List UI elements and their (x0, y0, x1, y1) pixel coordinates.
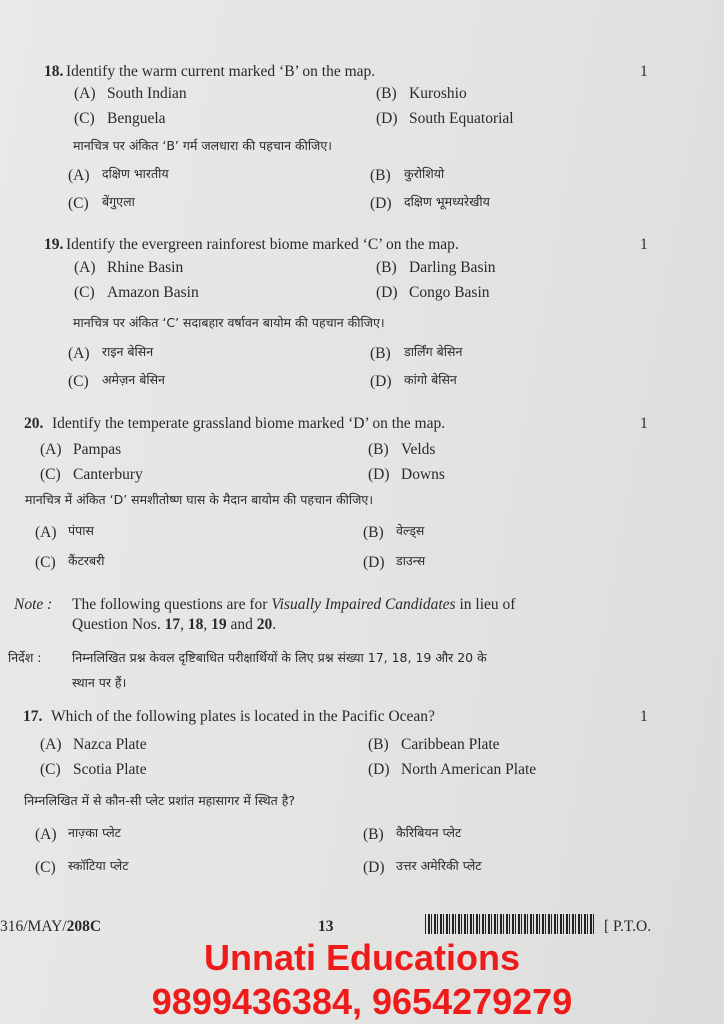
option-text-hindi: कैरिबियन प्लेट (396, 825, 462, 840)
option-label: (A) (40, 441, 62, 458)
option-text-hindi: अमेज़न बेसिन (102, 372, 165, 387)
question-number: 20. (24, 415, 44, 432)
option-text: South Indian (107, 85, 187, 102)
option-text-hindi: दक्षिण भारतीय (102, 166, 169, 181)
question-number: 18. (44, 63, 64, 80)
option-text: Darling Basin (409, 259, 496, 276)
pto-label: [ P.T.O. (604, 918, 652, 935)
question-number: 17. (23, 708, 43, 725)
nirdesh-label: निर्देश : (8, 650, 42, 665)
option-label-hindi: (B) (370, 167, 391, 184)
option-label: (C) (74, 110, 95, 127)
option-text-hindi: बेंगुएला (102, 194, 135, 209)
question-marks: 1 (640, 63, 648, 80)
option-label: (B) (376, 259, 397, 276)
option-text: Pampas (73, 441, 122, 458)
option-label-hindi: (C) (35, 554, 56, 571)
option-label-hindi: (D) (363, 554, 385, 571)
option-label-hindi: (A) (35, 826, 57, 843)
option-label: (B) (376, 85, 397, 102)
option-text: Benguela (107, 110, 166, 127)
option-text: Velds (401, 441, 436, 458)
question-text: Which of the following plates is located in the Pacific Ocean? (51, 708, 435, 725)
question-text-hindi: मानचित्र में अंकित ‘D’ समशीतोष्ण घास के मैदान बायोम की पहचान कीजिए। (25, 492, 374, 507)
option-label: (C) (40, 466, 61, 483)
option-label-hindi: (B) (370, 345, 391, 362)
option-text-hindi: कुरोशियो (404, 166, 445, 181)
option-text: Rhine Basin (107, 259, 184, 276)
note-line-1: The following questions are for Visually Impaired Candidates in lieu of (72, 596, 516, 613)
paper-code: 316/MAY/208C (0, 918, 102, 935)
option-label: (C) (74, 284, 95, 301)
option-text: Canterbury (73, 466, 143, 483)
question-text-hindi: निम्नलिखित में से कौन-सी प्लेट प्रशांत महासागर में स्थित है? (24, 793, 296, 808)
option-label: (A) (74, 85, 96, 102)
option-text: South Equatorial (409, 110, 514, 127)
option-text-hindi: उत्तर अमेरिकी प्लेट (396, 858, 482, 873)
option-text-hindi: वेल्ड्स (396, 523, 425, 538)
option-text: Caribbean Plate (401, 736, 500, 753)
option-label-hindi: (B) (363, 524, 384, 541)
option-label-hindi: (C) (68, 373, 89, 390)
note-line-2: Question Nos. 17, 18, 19 and 20. (72, 616, 277, 633)
option-label-hindi: (A) (68, 167, 90, 184)
option-text-hindi: कैंटरबरी (68, 553, 105, 568)
option-label: (B) (368, 441, 389, 458)
note-label: Note : (14, 596, 53, 613)
option-label: (A) (40, 736, 62, 753)
question-text: Identify the temperate grassland biome marked ‘D’ on the map. (52, 415, 446, 432)
option-label: (D) (368, 761, 390, 778)
watermark-name: Unnati Educations (203, 937, 521, 978)
option-text: Downs (401, 466, 445, 483)
option-label-hindi: (C) (68, 195, 89, 212)
option-text: Nazca Plate (73, 736, 147, 753)
option-label-hindi: (B) (363, 826, 384, 843)
option-label-hindi: (A) (35, 524, 57, 541)
option-text-hindi: राइन बेसिन (102, 344, 154, 359)
option-text-hindi: दक्षिण भूमध्यरेखीय (404, 194, 490, 209)
option-text: Amazon Basin (107, 284, 199, 301)
option-label-hindi: (A) (68, 345, 90, 362)
option-text-hindi: स्कॉटिया प्लेट (68, 858, 129, 873)
option-text: Scotia Plate (73, 761, 147, 778)
option-label-hindi: (C) (35, 859, 56, 876)
option-text-hindi: कांगो बेसिन (404, 372, 457, 387)
option-text: Kuroshio (409, 85, 467, 102)
option-text-hindi: डार्लिंग बेसिन (404, 344, 463, 359)
question-marks: 1 (640, 415, 648, 432)
option-label-hindi: (D) (370, 373, 392, 390)
nirdesh-line-2: स्थान पर हैं। (72, 675, 127, 690)
question-text: Identify the evergreen rainforest biome marked ‘C’ on the map. (66, 236, 459, 253)
option-text: Congo Basin (409, 284, 490, 301)
question-marks: 1 (640, 708, 648, 725)
option-text-hindi: पंपास (68, 523, 94, 538)
option-label: (B) (368, 736, 389, 753)
question-number: 19. (44, 236, 64, 253)
nirdesh-line-1: निम्नलिखित प्रश्न केवल दृष्टिबाधित परीक्षार्थियों के लिए प्रश्न संख्या 17, 18, 19 और 20 के (72, 650, 487, 665)
option-text-hindi: नाज़्का प्लेट (68, 825, 121, 840)
option-text-hindi: डाउन्स (396, 553, 426, 568)
question-marks: 1 (640, 236, 648, 253)
question-text: Identify the warm current marked ‘B’ on the map. (66, 63, 376, 80)
option-label: (D) (368, 466, 390, 483)
option-label-hindi: (D) (370, 195, 392, 212)
page-number: 13 (318, 918, 334, 935)
option-label: (C) (40, 761, 61, 778)
option-label: (D) (376, 110, 398, 127)
barcode (425, 914, 595, 934)
option-label: (D) (376, 284, 398, 301)
option-label-hindi: (D) (363, 859, 385, 876)
option-label: (A) (74, 259, 96, 276)
option-text: North American Plate (401, 761, 537, 778)
question-text-hindi: मानचित्र पर अंकित ‘B’ गर्म जलधारा की पहचान कीजिए। (73, 138, 332, 153)
watermark-phone: 9899436384, 9654279279 (151, 981, 573, 1022)
question-text-hindi: मानचित्र पर अंकित ‘C’ सदाबहार वर्षावन बायोम की पहचान कीजिए। (73, 315, 385, 330)
